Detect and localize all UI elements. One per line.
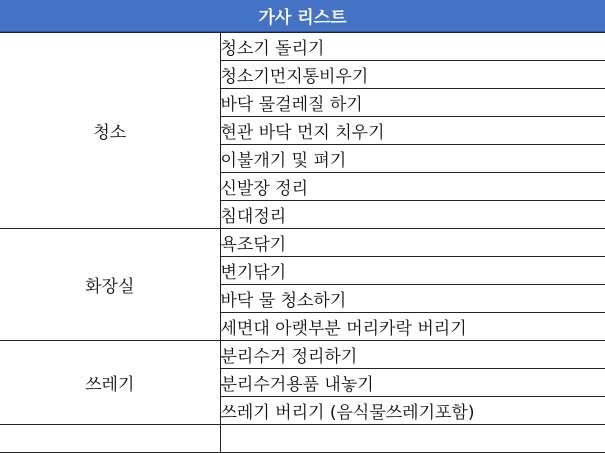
category-cell-trash[interactable]: 쓰레기 (0, 341, 220, 425)
task-cell[interactable]: 욕조닦기 (220, 229, 605, 257)
task-cell[interactable]: 바닥 물걸레질 하기 (220, 89, 605, 117)
chore-table (0, 32, 605, 453)
table-row (0, 341, 605, 369)
task-cell[interactable]: 이불개기 및 펴기 (220, 145, 605, 173)
task-cell[interactable]: 신발장 정리 (220, 173, 605, 201)
sheet-title: 가사 리스트 (258, 8, 347, 28)
task-cell[interactable]: 청소기먼지통비우기 (220, 61, 605, 89)
table-row (0, 425, 605, 453)
task-cell[interactable]: 세면대 아랫부분 머리카락 버리기 (220, 313, 605, 341)
sheet-title-cell[interactable] (0, 0, 605, 32)
task-cell[interactable]: 분리수거용품 내놓기 (220, 369, 605, 397)
empty-cell[interactable] (0, 425, 220, 453)
task-cell[interactable]: 바닥 물 청소하기 (220, 285, 605, 313)
task-cell[interactable]: 침대정리 (220, 201, 605, 229)
task-cell[interactable]: 변기닦기 (220, 257, 605, 285)
task-cell[interactable]: 쓰레기 버리기 (음식물쓰레기포함) (220, 397, 605, 425)
category-cell-cleaning[interactable]: 청소 (0, 33, 220, 229)
empty-cell[interactable] (220, 425, 605, 453)
table-row (0, 229, 605, 257)
task-cell[interactable]: 현관 바닥 먼지 치우기 (220, 117, 605, 145)
task-cell[interactable]: 청소기 돌리기 (220, 33, 605, 61)
category-cell-bathroom[interactable]: 화장실 (0, 229, 220, 341)
task-cell[interactable]: 분리수거 정리하기 (220, 341, 605, 369)
table-row (0, 33, 605, 61)
